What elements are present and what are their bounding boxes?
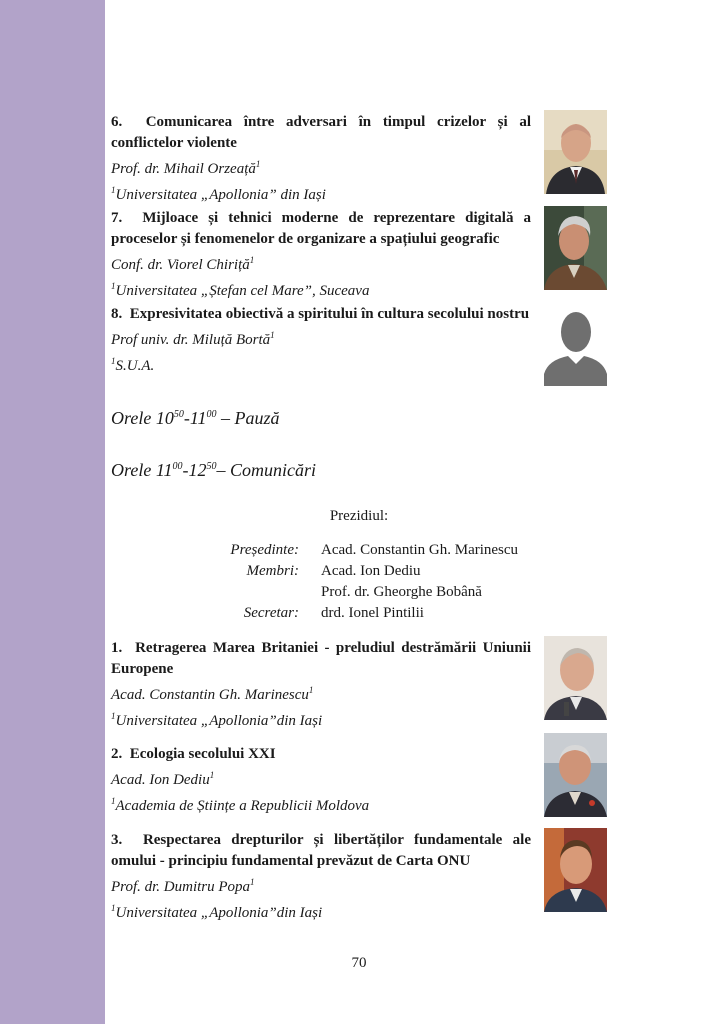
role-label: Membri: [246,563,299,579]
presidium-heading: Prezidiul: [329,508,389,524]
session-time-talks: Orele $11^{00}-12^{50}-$ Comunicări [111,460,316,480]
talk-author: Conf. dr. Viorel Chiriță$^1$ [111,255,255,273]
speaker-photo [544,110,607,194]
page-content [111,0,611,1024]
silhouette-placeholder-icon [544,302,607,386]
page-number: 70 [351,955,367,971]
talk-author: Acad. Ion Dediu$^1$ [111,770,215,788]
talk-entry [111,208,607,302]
talk-affiliation: $^1$S.U.A. [111,356,155,374]
talk-title: 6. Comunicarea între adversari în timpul crizelor și al conflictelor violente [111,114,532,151]
talk-author: Prof. dr. Dumitru Popa$^1$ [111,877,255,895]
speaker-photo [544,206,607,290]
speaker-photo [544,733,607,817]
talk-author: Acad. Constantin Gh. Marinescu$^1$ [111,685,314,703]
talk-author: Prof. dr. Mihail Orzeață$^1$ [111,159,261,177]
talk-title: 3. Respectarea drepturilor și libertăților fundamentale ale omului - principiu fundamental prevăzut de Carta ONU [111,832,531,869]
talk-affiliation: $^1$Academia de Științe a Republicii Moldova [111,796,370,814]
role-person: Prof. dr. Gheorghe Bobână [321,584,482,600]
session-time-pause: Orele $10^{50}-11^{00}$ – Pauză [111,408,280,428]
talk-title: 1. Retragerea Marea Britaniei - preludiul destrămării Uniunii Europene [111,640,531,677]
talk-author: Prof univ. dr. Miluță Bortă$^1$ [111,330,275,348]
role-label: Președinte: [230,542,299,558]
talk-entry [111,112,607,206]
talk-title: 8. Expresivitatea obiectivă a spiritului în cultura secolului nostru [111,306,530,322]
talk-affiliation: $^1$Universitatea „Apollonia” din Iași [111,185,326,203]
speaker-photo [544,828,607,912]
talk-affiliation: $^1$Universitatea „Apollonia”din Iași [111,903,323,921]
talk-title: 2. Ecologia secolului XXI [111,746,276,762]
talk-affiliation: $^1$Universitatea „Ștefan cel Mare”, Suceava [111,281,370,299]
talk-entry [111,744,607,817]
talk-entry [111,638,607,732]
talk-entry [111,830,607,924]
role-label: Secretar: [243,605,299,621]
talk-title: 7. Mijloace și tehnici moderne de reprezentare digitală a proceselor și fenomenelor de organizare a spațiului geografic [111,210,531,247]
sidebar-band [0,0,105,1024]
talk-entry [111,304,607,377]
role-person: drd. Ionel Pintilii [321,605,424,621]
role-person: Acad. Ion Dediu [321,563,421,579]
speaker-photo [544,636,607,720]
talk-affiliation: $^1$Universitatea „Apollonia”din Iași [111,711,323,729]
role-person: Acad. Constantin Gh. Marinescu [321,542,519,558]
